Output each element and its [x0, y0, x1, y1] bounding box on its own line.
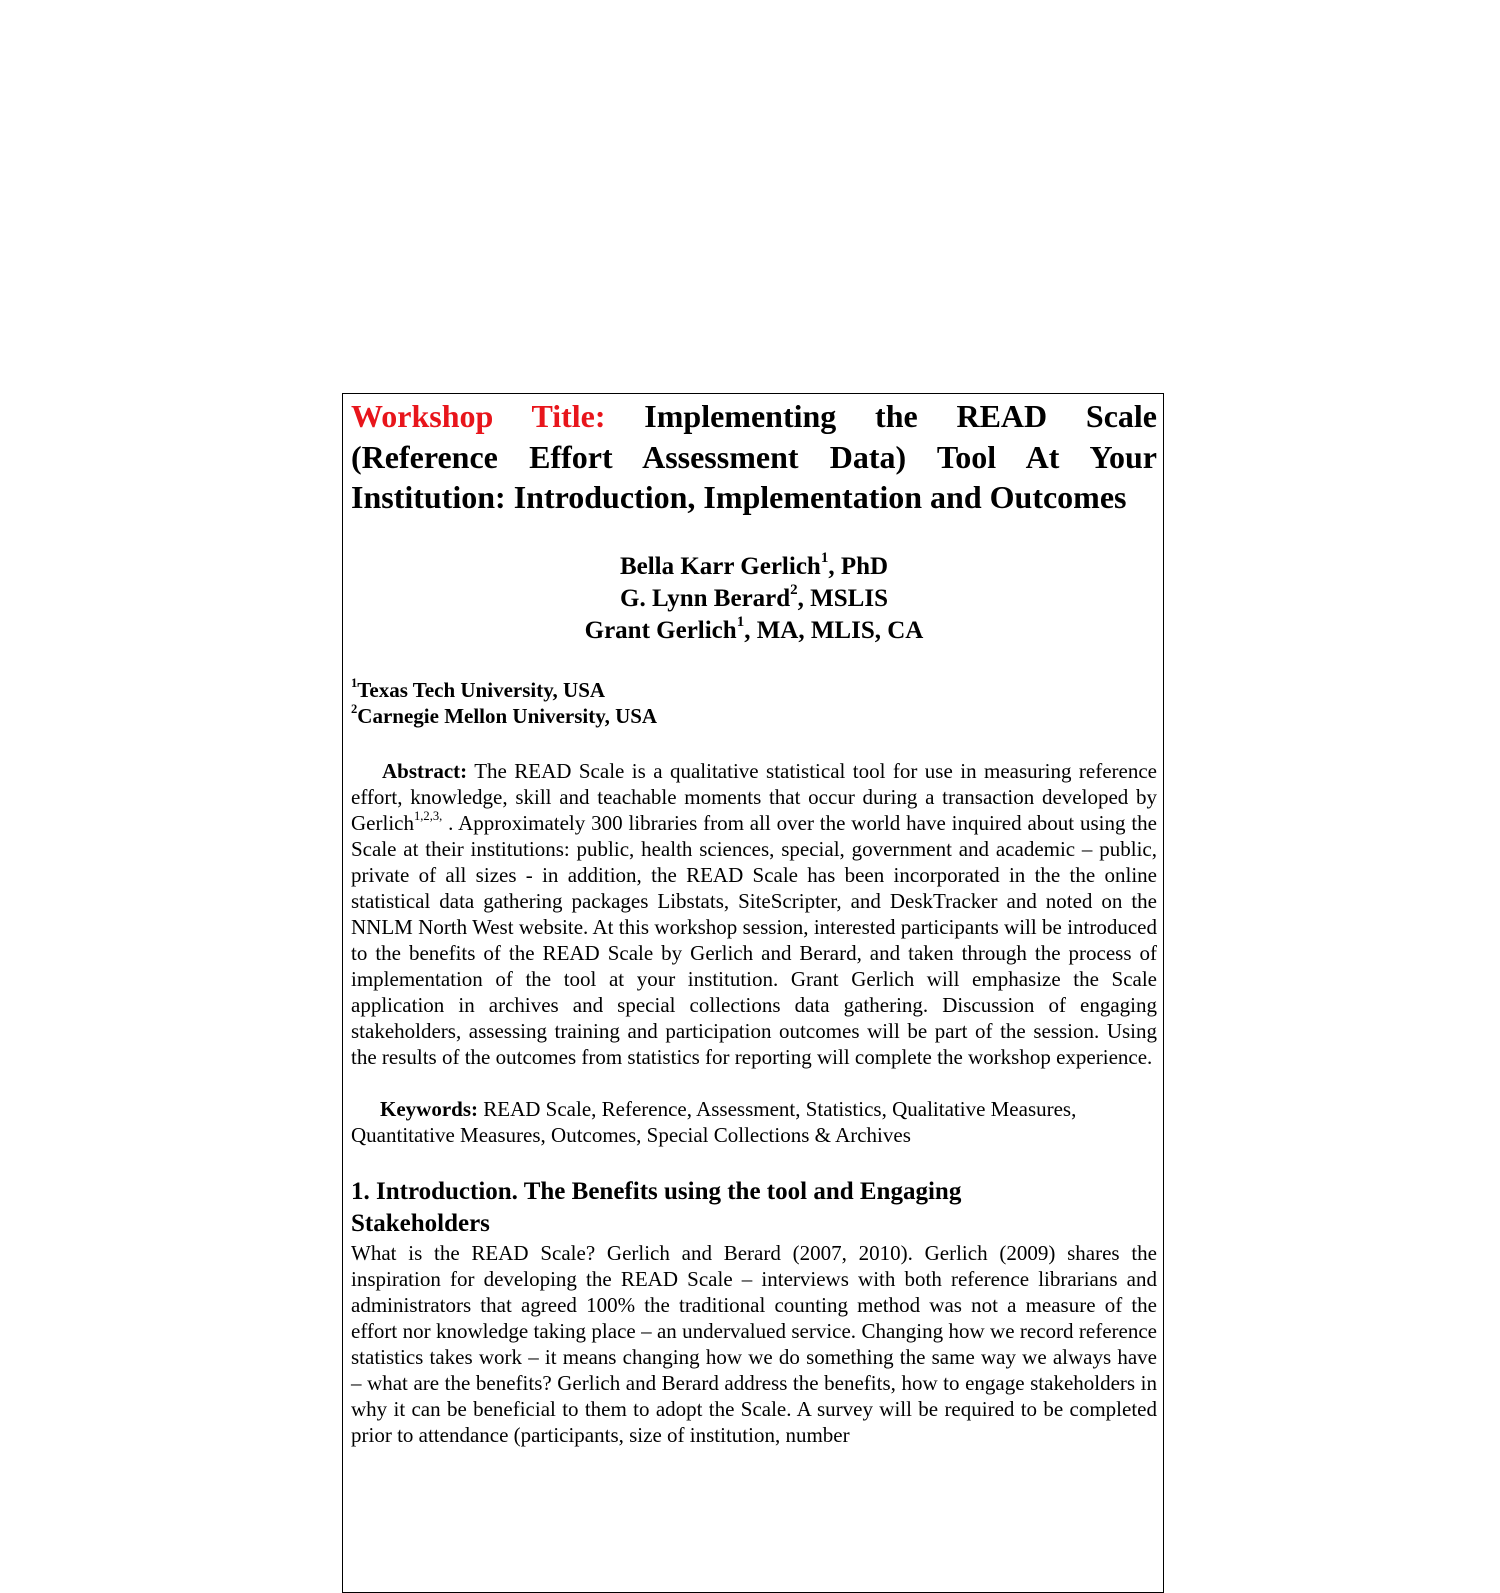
section-heading: 1. Introduction. The Benefits using the tool and Engaging Stakeholders	[351, 1177, 962, 1237]
title-label: Workshop Title:	[351, 398, 606, 434]
author-name: Grant Gerlich	[584, 616, 737, 644]
workshop-title	[351, 396, 1157, 518]
document-page	[351, 396, 1157, 1469]
section-body: What is the READ Scale? Gerlich and Berard (2007, 2010). Gerlich (2009) shares the inspiration for developing the READ Scale – interviews with both reference librarians and administrators that agreed 100% the traditional counting method was not a measure of the effort nor knowledge taking place – an undervalued service. Changing how we record reference statistics takes work – it means changing how we do something the same way we always have – what are the benefits? Gerlich and Berard address the benefits, how to engage stakeholders in why it can be beneficial to them to adopt the Scale. A survey will be required to be completed prior to attendance (participants, size of institution, number	[351, 1240, 1157, 1447]
abstract	[351, 758, 1157, 1070]
author-credentials: , PhD	[828, 552, 889, 580]
affiliation-line	[351, 703, 1157, 729]
abstract-text-part1: The READ Scale is a qualitative statistical tool for use in measuring reference effort, knowledge, skill and teachable moments that occur during a transaction developed by Gerlich	[351, 758, 1157, 835]
title-text: Implementing the READ Scale (Reference Effort Assessment Data) Tool At Your Institution: Introduction, Implementation and Outcomes	[351, 398, 1158, 515]
author-line	[351, 583, 1157, 615]
affiliation-mark: 2	[351, 701, 358, 716]
author-line	[351, 615, 1157, 647]
author-name: Bella Karr Gerlich	[619, 552, 821, 580]
affiliation-mark: 1	[351, 675, 358, 690]
keywords-label: Keywords:	[380, 1096, 478, 1121]
keywords-text: READ Scale, Reference, Assessment, Statistics, Qualitative Measures, Quantitative Measures, Outcomes, Special Collections & Archives	[351, 1096, 1077, 1147]
author-affiliation-mark: 1	[820, 549, 829, 566]
keywords	[351, 1096, 1157, 1148]
abstract-citation: 1,2,3,	[413, 808, 443, 823]
author-line	[351, 551, 1157, 583]
author-credentials: , MSLIS	[797, 584, 888, 612]
abstract-label: Abstract:	[382, 758, 468, 783]
affiliation-text: Carnegie Mellon University, USA	[357, 703, 658, 728]
author-affiliation-mark: 2	[790, 581, 798, 598]
author-credentials: , MA, MLIS, CA	[744, 616, 924, 644]
abstract-text-part2: . Approximately 300 libraries from all over the world have inquired about using the Scale at their institutions: public, health sciences, special, government and academic – public, private of all sizes - in addition, the READ Scale has been incorporated in the the online statistical data gathering packages Libstats, SiteScripter, and DeskTracker and noted on the NNLM North West website. At this workshop session, interested participants will be introduced to the benefits of the READ Scale by Gerlich and Berard, and taken through the process of implementation of the tool at your institution. Grant Gerlich will emphasize the Scale application in archives and special collections data gathering. Discussion of engaging stakeholders, assessing training and participation outcomes will be part of the session. Using the results of the outcomes from statistics for reporting will complete the workshop experience.	[351, 810, 1157, 1069]
affiliation-list	[351, 677, 1157, 729]
author-list	[351, 551, 1157, 647]
author-affiliation-mark: 1	[736, 613, 745, 630]
affiliation-text: Texas Tech University, USA	[357, 677, 606, 702]
affiliation-line	[351, 677, 1157, 703]
author-name: G. Lynn Berard	[620, 584, 791, 612]
